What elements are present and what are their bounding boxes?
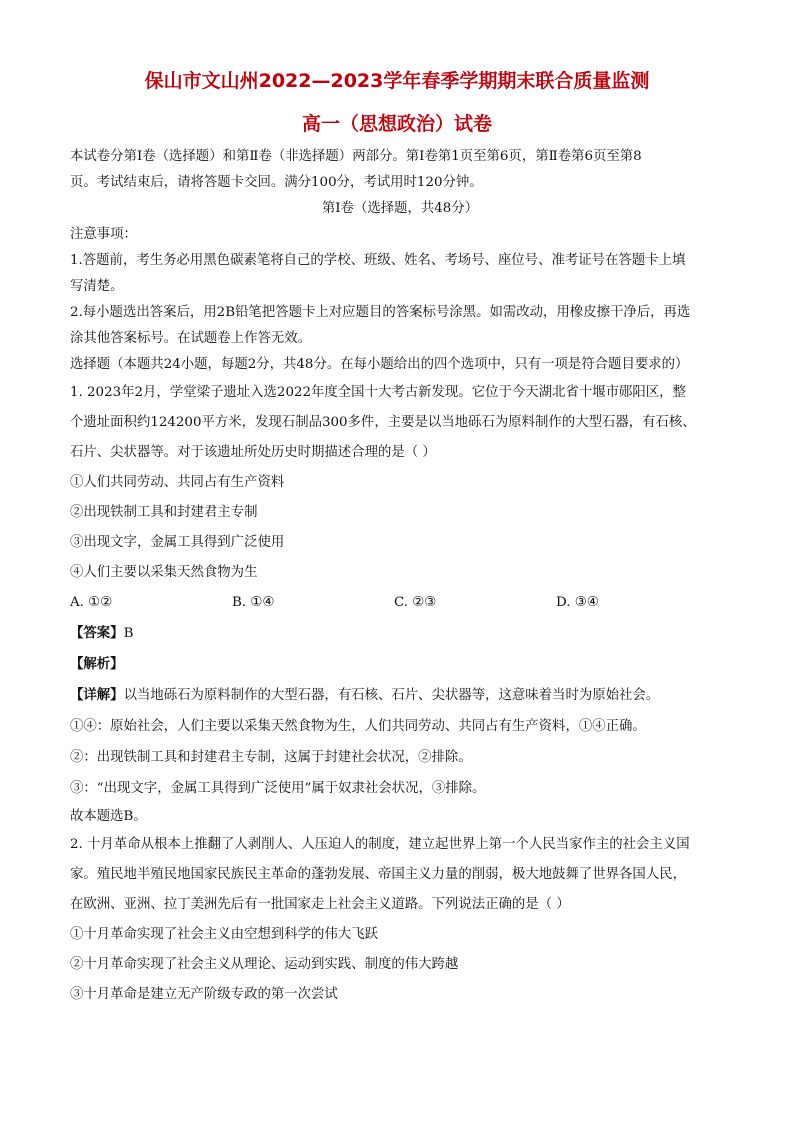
detail-line [70,680,730,711]
question-2-stem: 2. 十月革命从根本上推翻了人剥削人、人压迫人的制度，建立起世界上第一个人民当家作主的社会主义国 [70,837,690,852]
detail-text: 以当地砾石为原料制作的大型石器，有石核、石片、尖状器等，这意味着当时为原始社会。 [123,688,660,703]
detail-label: 【详解】 [70,687,124,703]
notice-label: 注意事项： [70,227,137,242]
question-1-statement: ④人们主要以采集天然食物为生 [70,565,258,580]
answer-label: 【答案】 [70,625,124,641]
intro-line: 本试卷分第Ⅰ卷（选择题）和第Ⅱ卷（非选择题）两部分。第Ⅰ卷第1页至第6页，第Ⅱ卷第6页至第8 [70,149,642,164]
option-b: B. ①④ [232,595,275,610]
question-1-stem: 个遗址面积约124200平方米，发现石制品300多件，主要是以当地砾石为原料制作的大型石器，有石核、 [70,415,696,430]
question-2-stem: 家。殖民地半殖民地国家民族民主革命的蓬勃发展、帝国主义力量的削弱，极大地鼓舞了世界各国人民， [70,867,686,882]
answer-value: B [123,626,134,641]
question-1-stem: 1. 2023年2月，学堂梁子遗址入选2022年度全国十大考古新发现。它位于今天湖北省十堰市郧阳区，整 [70,385,686,400]
notice-item: 涂其他答案标号。在试题卷上作答无效。 [70,331,312,346]
question-1-stem: 石片、尖状器等。对于该遗址所处历史时期描述合理的是（ ） [70,445,436,460]
notice-item: 写清楚。 [70,279,124,294]
analysis-line: ①④：原始社会，人们主要以采集天然食物为生，人们共同劳动、共同占有生产资料，①④正确。 [70,719,646,734]
question-2-statement: ②十月革命实现了社会主义从理论、运动到实践、制度的伟大跨越 [70,957,459,972]
question-1-statement: ③出现文字，金属工具得到广泛使用 [70,535,285,550]
exam-title: 保山市文山州2022—2023学年春季学期期末联合质量监测 [144,70,650,92]
exam-subtitle: 高一（思想政治）试卷 [301,113,492,135]
question-2-stem: 在欧洲、亚洲、拉丁美洲先后有一批国家走上社会主义道路。下列说法正确的是（ ） [70,897,570,912]
question-1-statement: ②出现铁制工具和封建君主专制 [70,505,258,520]
question-1-options [70,588,730,618]
question-2-statement: ③十月革命是建立无产阶级专政的第一次尝试 [70,987,338,1002]
section-heading: 第Ⅰ卷（选择题，共48分） [321,201,479,216]
question-1-statement: ①人们共同劳动、共同占有生产资料 [70,475,285,490]
analysis-line: ②：出现铁制工具和封建君主专制，这属于封建社会状况，②排除。 [70,750,472,765]
analysis-line: 故本题选B。 [70,809,147,824]
question-2-statement: ①十月革命实现了社会主义由空想到科学的伟大飞跃 [70,927,378,942]
choice-intro: 选择题（本题共24小题，每题2分，共48分。在每小题给出的四个选项中，只有一项是符合题目要求的） [70,357,689,372]
exam-body [70,144,730,1010]
notice-item: 1.答题前，考生务必用黑色碳素笔将自己的学校、班级、姓名、考场号、座位号、准考证号在答题卡上填 [70,253,686,268]
analysis-line: ③：“出现文字，金属工具得到广泛使用”属于奴隶社会状况，③排除。 [70,781,486,796]
intro-line: 页。考试结束后，请将答题卡交回。满分100分，考试用时120分钟。 [70,175,483,190]
option-a: A. ①② [70,595,113,610]
option-c: C. ②③ [394,595,437,610]
option-d: D. ③④ [556,595,599,610]
analysis-label: 【解析】 [70,656,124,672]
notice-item: 2.每小题选出答案后，用2B铅笔把答题卡上对应题目的答案标号涂黑。如需改动，用橡皮擦干净后，再选 [70,305,691,320]
answer-line [70,618,730,649]
